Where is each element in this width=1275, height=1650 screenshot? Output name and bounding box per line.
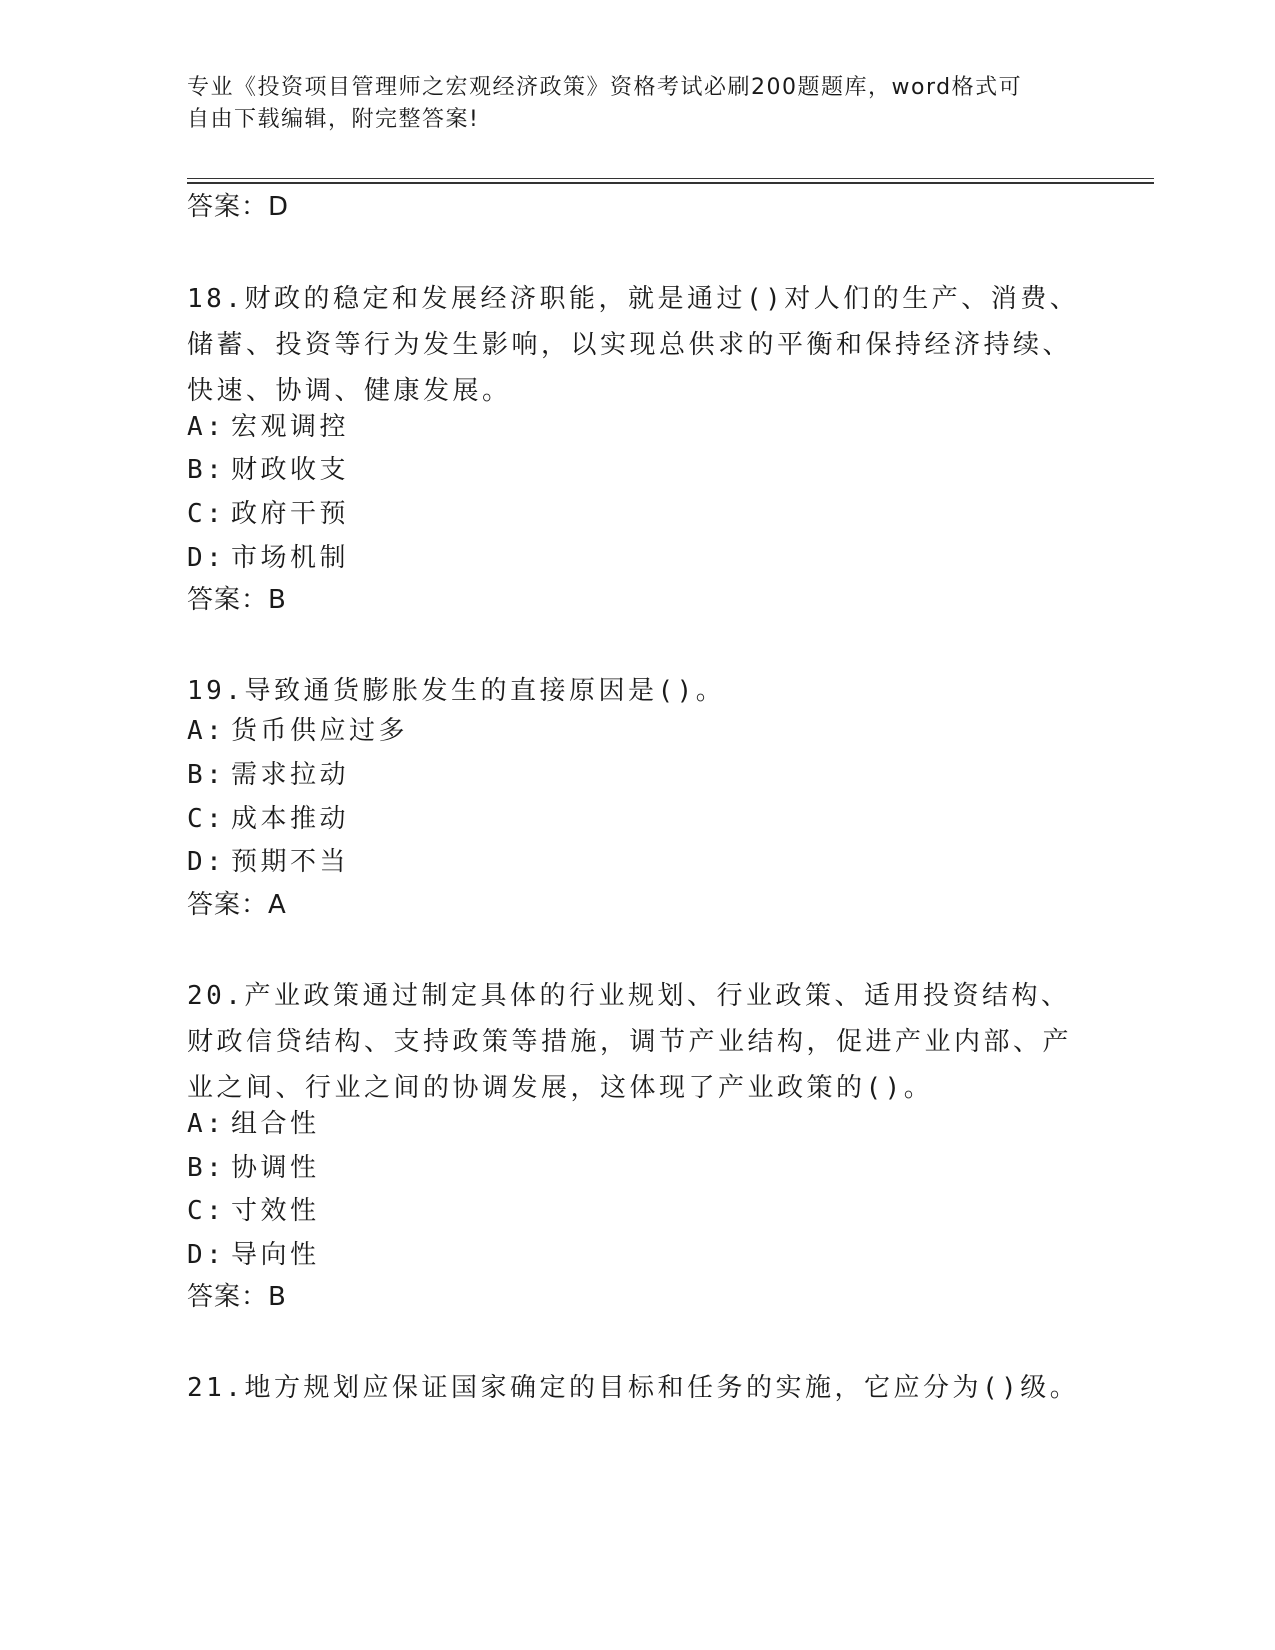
- option-text: 财政收支: [231, 455, 350, 485]
- option-letter: B:: [187, 455, 226, 485]
- option-text: 寸效性: [231, 1196, 320, 1226]
- option-text: 货币供应过多: [231, 716, 409, 746]
- question-18-text: 18.财政的稳定和发展经济职能，就是通过()对人们的生产、消费、储蓄、投资等行为发生影响，以实现总供求的平衡和保持经济持续、快速、协调、健康发展。: [187, 284, 1080, 406]
- question-19-answer: 答案：A: [187, 890, 287, 920]
- question-21-text: 21.地方规划应保证国家确定的目标和任务的实施，它应分为()级。: [187, 1373, 1080, 1403]
- option-text: 政府干预: [231, 499, 350, 529]
- question-19-option-b: [187, 758, 349, 792]
- option-letter: A:: [187, 716, 226, 746]
- header-divider: [187, 178, 1154, 184]
- option-letter: D:: [187, 1240, 226, 1270]
- option-text: 市场机制: [231, 543, 350, 573]
- option-letter: C:: [187, 1196, 226, 1226]
- question-20-option-a: [187, 1107, 320, 1141]
- question-18-option-b: [187, 453, 349, 487]
- option-text: 导向性: [231, 1240, 320, 1270]
- option-text: 预期不当: [231, 847, 350, 877]
- question-18-option-c: [187, 497, 349, 531]
- option-text: 成本推动: [231, 804, 350, 834]
- question-18-answer: 答案：B: [187, 585, 287, 615]
- option-text: 组合性: [231, 1109, 320, 1139]
- question-20-option-d: [187, 1238, 320, 1272]
- question-19-text: 19.导致通货膨胀发生的直接原因是()。: [187, 676, 726, 706]
- header-line-2: 自由下载编辑，附完整答案!: [187, 107, 480, 132]
- document-header: [187, 72, 1077, 136]
- question-18-option-a: [187, 410, 349, 444]
- option-letter: C:: [187, 499, 226, 529]
- option-text: 协调性: [231, 1153, 320, 1183]
- option-letter: B:: [187, 1153, 226, 1183]
- option-text: 需求拉动: [231, 760, 350, 790]
- option-text: 宏观调控: [231, 412, 350, 442]
- question-20-answer: 答案：B: [187, 1282, 287, 1312]
- answer-previous: 答案：D: [187, 192, 290, 222]
- option-letter: D:: [187, 847, 226, 877]
- question-20-option-c: [187, 1194, 320, 1228]
- question-19-option-a: [187, 714, 408, 748]
- question-20-text: 20.产业政策通过制定具体的行业规划、行业政策、适用投资结构、财政信贷结构、支持政策等措施，调节产业结构，促进产业内部、产业之间、行业之间的协调发展，这体现了产业政策的()。: [187, 981, 1073, 1103]
- question-19-option-d: [187, 845, 349, 879]
- question-19-option-c: [187, 802, 349, 836]
- header-line-1: 专业《投资项目管理师之宏观经济政策》资格考试必刷200题题库，word格式可: [187, 75, 1023, 100]
- option-letter: A:: [187, 1109, 226, 1139]
- option-letter: B:: [187, 760, 226, 790]
- option-letter: D:: [187, 543, 226, 573]
- question-20-option-b: [187, 1151, 320, 1185]
- question-18-option-d: [187, 541, 349, 575]
- option-letter: A:: [187, 412, 226, 442]
- option-letter: C:: [187, 804, 226, 834]
